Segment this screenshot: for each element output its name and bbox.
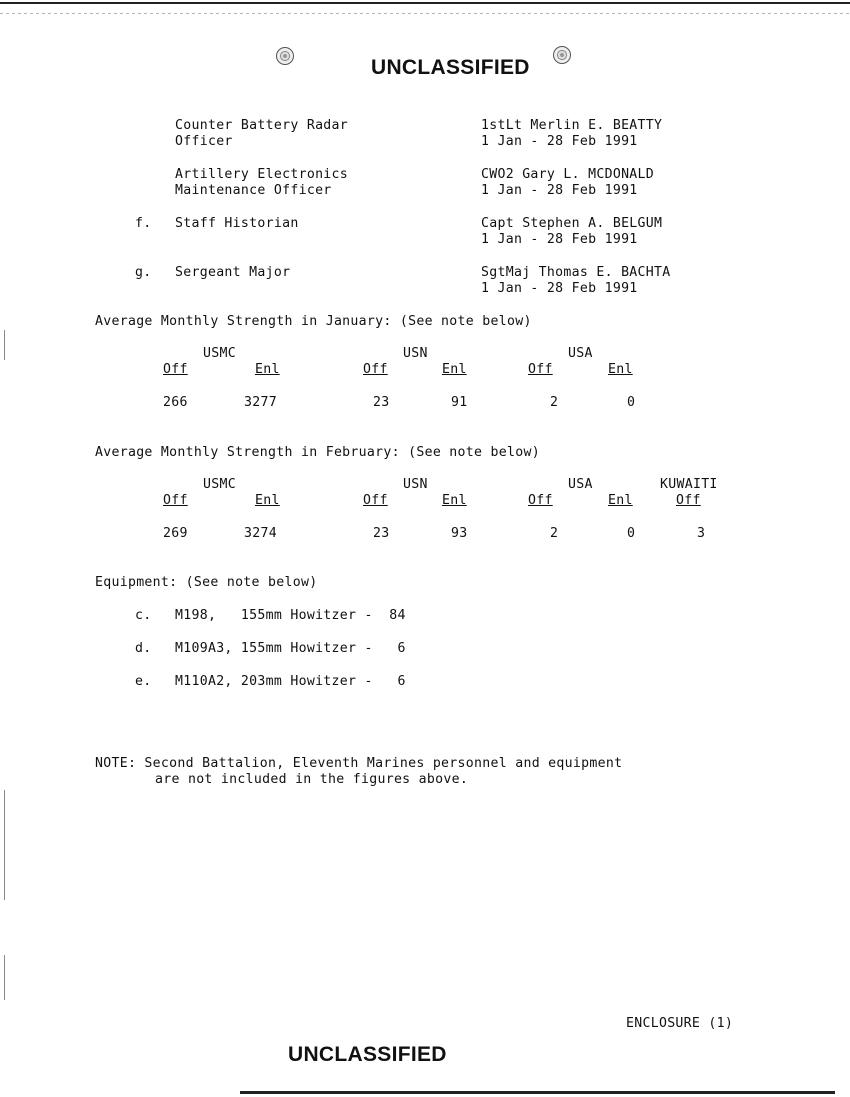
- staff-position: Maintenance Officer: [175, 183, 332, 198]
- february-group-usn: USN: [403, 477, 428, 492]
- february-value: 23: [373, 526, 390, 541]
- equipment-item: M110A2, 203mm Howitzer - 6: [175, 674, 406, 689]
- top-edge-rule: [0, 2, 850, 4]
- equipment-letter: d.: [135, 641, 152, 656]
- staff-dates: 1 Jan - 28 Feb 1991: [481, 232, 638, 247]
- equipment-item: M198, 155mm Howitzer - 84: [175, 608, 406, 623]
- staff-dates: 1 Jan - 28 Feb 1991: [481, 134, 638, 149]
- classification-footer: UNCLASSIFIED: [288, 1043, 447, 1066]
- january-value: 2: [550, 395, 559, 410]
- february-subhead: Off: [163, 493, 188, 508]
- top-scan-noise: [0, 13, 850, 14]
- february-value: 269: [163, 526, 188, 541]
- february-subhead: Enl: [442, 493, 467, 508]
- classification-header: UNCLASSIFIED: [371, 56, 530, 79]
- january-group-usa: USA: [568, 346, 593, 361]
- february-value: 3274: [244, 526, 277, 541]
- february-value: 3: [697, 526, 706, 541]
- january-subhead: Enl: [442, 362, 467, 377]
- enclosure-label: ENCLOSURE (1): [626, 1016, 734, 1031]
- february-subhead: Off: [676, 493, 701, 508]
- february-subhead: Off: [363, 493, 388, 508]
- staff-position: Artillery Electronics: [175, 167, 349, 182]
- equipment-item: M109A3, 155mm Howitzer - 6: [175, 641, 406, 656]
- january-group-usn: USN: [403, 346, 428, 361]
- equipment-letter: c.: [135, 608, 152, 623]
- january-subhead: Enl: [255, 362, 280, 377]
- staff-dates: 1 Jan - 28 Feb 1991: [481, 183, 638, 198]
- staff-letter: f.: [135, 216, 152, 231]
- staff-name: SgtMaj Thomas E. BACHTA: [481, 265, 671, 280]
- note-line: are not included in the figures above.: [155, 772, 469, 787]
- february-group-usmc: USMC: [203, 477, 236, 492]
- january-value: 3277: [244, 395, 277, 410]
- january-value: 266: [163, 395, 188, 410]
- staff-position: Staff Historian: [175, 216, 299, 231]
- february-value: 93: [451, 526, 468, 541]
- margin-mark: [4, 790, 5, 900]
- february-subhead: Enl: [608, 493, 633, 508]
- february-group-usa: USA: [568, 477, 593, 492]
- staff-dates: 1 Jan - 28 Feb 1991: [481, 281, 638, 296]
- january-subhead: Enl: [608, 362, 633, 377]
- stamp-smudge-icon: [553, 46, 571, 64]
- february-subhead: Off: [528, 493, 553, 508]
- staff-name: Capt Stephen A. BELGUM: [481, 216, 663, 231]
- january-subhead: Off: [163, 362, 188, 377]
- bottom-edge-rule: [240, 1091, 835, 1094]
- january-value: 0: [627, 395, 636, 410]
- january-value: 23: [373, 395, 390, 410]
- note-line: NOTE: Second Battalion, Eleventh Marines personnel and equipment: [95, 756, 623, 771]
- equipment-heading: Equipment: (See note below): [95, 575, 318, 590]
- february-group-kuwaiti: KUWAITI: [660, 477, 718, 492]
- january-group-usmc: USMC: [203, 346, 236, 361]
- staff-name: CWO2 Gary L. MCDONALD: [481, 167, 655, 182]
- january-subhead: Off: [363, 362, 388, 377]
- february-value: 0: [627, 526, 636, 541]
- january-subhead: Off: [528, 362, 553, 377]
- january-heading: Average Monthly Strength in January: (See note below): [95, 314, 532, 329]
- stamp-smudge-icon: [276, 47, 294, 65]
- staff-letter: g.: [135, 265, 152, 280]
- staff-position: Counter Battery Radar: [175, 118, 349, 133]
- staff-position: Officer: [175, 134, 233, 149]
- january-value: 91: [451, 395, 468, 410]
- equipment-letter: e.: [135, 674, 152, 689]
- february-heading: Average Monthly Strength in February: (See note below): [95, 445, 540, 460]
- staff-position: Sergeant Major: [175, 265, 291, 280]
- margin-mark: [4, 955, 5, 1000]
- february-subhead: Enl: [255, 493, 280, 508]
- margin-mark: [4, 330, 5, 360]
- staff-name: 1stLt Merlin E. BEATTY: [481, 118, 663, 133]
- february-value: 2: [550, 526, 559, 541]
